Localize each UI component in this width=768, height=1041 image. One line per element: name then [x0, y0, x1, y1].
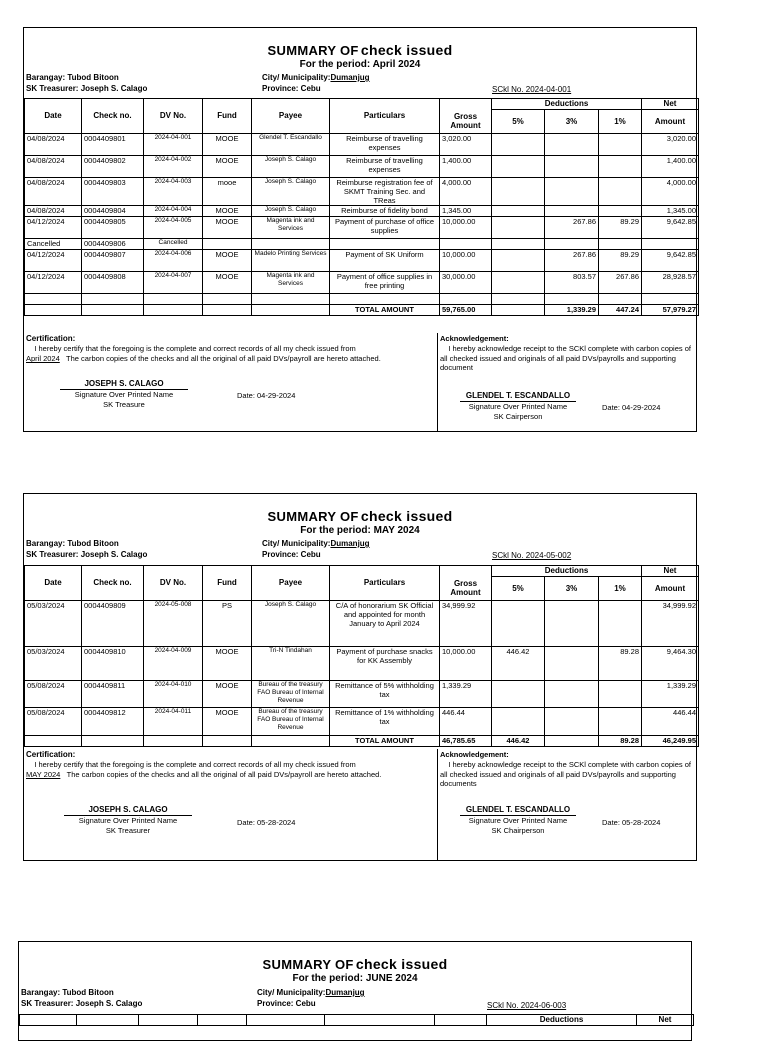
cell-particulars: Payment of purchase of office supplies [330, 217, 440, 239]
total-net: 46,249.95 [642, 736, 699, 747]
cell-1pct [599, 601, 642, 647]
cell-particulars: Payment of purchase snacks for KK Assembly [330, 647, 440, 681]
treasurer-date: Date: 04-29-2024 [237, 391, 296, 400]
total-3pct: 1,339.29 [545, 305, 599, 316]
sckl-number: SCkl No. 2024-05-002 [492, 551, 572, 560]
cell-3pct [545, 708, 599, 736]
cell-payee [252, 239, 330, 250]
table-row [25, 217, 699, 239]
cell-fund: mooe [203, 178, 252, 206]
col-deductions: Deductions [487, 1015, 637, 1026]
sheet-title: SUMMARY OF check issued [262, 956, 448, 972]
cell-1pct [599, 206, 642, 217]
cell-check-no: 0004409810 [82, 647, 144, 681]
cell-net: 9,642.85 [642, 217, 699, 239]
cell-payee: Magenta ink and Services [252, 272, 330, 294]
cell-check-no: 0004409809 [82, 601, 144, 647]
cell-check-no: 0004409801 [82, 134, 144, 156]
barangay-label: Barangay: Tubod Bitoon [26, 539, 119, 548]
cell-gross: 10,000.00 [440, 217, 492, 239]
col-net: Net [642, 99, 699, 110]
cell-date: 05/03/2024 [25, 647, 82, 681]
barangay-label: Barangay: Tubod Bitoon [26, 73, 119, 82]
cell-check-no: 0004409805 [82, 217, 144, 239]
table-row [25, 647, 699, 681]
checks-table [24, 565, 699, 747]
cell-check-no: 0004409812 [82, 708, 144, 736]
cell-payee [252, 294, 330, 305]
cell-1pct [599, 156, 642, 178]
cell-1pct: 89.28 [599, 647, 642, 681]
cell-3pct [545, 239, 599, 250]
cell-fund: MOOE [203, 681, 252, 708]
chair-date: Date: 05-28-2024 [602, 818, 661, 827]
cell-net: 3,020.00 [642, 134, 699, 156]
cell-3pct [545, 601, 599, 647]
cell-fund: MOOE [203, 206, 252, 217]
cell-1pct: 267.86 [599, 272, 642, 294]
cell-5pct [492, 178, 545, 206]
cell-date: 04/08/2024 [25, 134, 82, 156]
cell-dv-no [144, 294, 203, 305]
acknowledgement-block: Acknowledgement: I hereby acknowledge receipt to the SCKl complete with carbon copies of all checked issued and originals of all paid DVs/payrolls and supporting document [440, 334, 691, 373]
cell-dv-no: 2024-04-002 [144, 156, 203, 178]
col-particulars: Particulars [330, 566, 440, 601]
cell-3pct [545, 294, 599, 305]
col-5pct: 5% [492, 110, 545, 134]
city-label: City/ Municipality:Dumanjug [257, 988, 365, 997]
summary-sheet-june [18, 941, 692, 1041]
cell-5pct [492, 206, 545, 217]
chair-signature: GLENDEL T. ESCANDALLO Signature Over Printed Name SK Cairperson [460, 391, 576, 422]
divider [437, 333, 438, 432]
cell-particulars: Reimburse registration fee of SKMT Training Sec. and TReas [330, 178, 440, 206]
table-row [25, 156, 699, 178]
cell-fund: MOOE [203, 708, 252, 736]
period-label: For the period: April 2024 [299, 59, 421, 70]
sheet-title: SUMMARY OF check issued [267, 508, 453, 524]
cell-date: 04/12/2024 [25, 250, 82, 272]
cell-fund: MOOE [203, 250, 252, 272]
treasurer-label: SK Treasurer: Joseph S. Calago [21, 999, 143, 1008]
cell-check-no: 0004409804 [82, 206, 144, 217]
col-3pct: 3% [545, 110, 599, 134]
city-label: City/ Municipality:Dumanjug [262, 73, 370, 82]
cell-dv-no: 2024-04-010 [144, 681, 203, 708]
col-check: Check no. [82, 566, 144, 601]
cell-3pct [545, 134, 599, 156]
table-row [25, 681, 699, 708]
cell-net [642, 294, 699, 305]
cell-5pct [492, 708, 545, 736]
cell-dv-no: 2024-04-003 [144, 178, 203, 206]
cell-1pct: 89.29 [599, 250, 642, 272]
cell-fund: MOOE [203, 156, 252, 178]
cell-gross: 1,339.29 [440, 681, 492, 708]
cell-5pct [492, 250, 545, 272]
col-net: Net [642, 566, 699, 577]
cell-net: 28,928.57 [642, 272, 699, 294]
cell-payee: Madelo Printing Services [252, 250, 330, 272]
certification-block: Certification: I hereby certify that the foregoing is the complete and correct records of all my check issued from April 2024 The carbon copies of the checks and all the original of all paid DVs/payroll are hereto attached. [26, 334, 381, 364]
table-row [25, 239, 699, 250]
col-deductions: Deductions [492, 566, 642, 577]
cell-dv-no: 2024-04-004 [144, 206, 203, 217]
cell-gross [440, 294, 492, 305]
total-label: TOTAL AMOUNT [330, 305, 440, 316]
cell-dv-no: 2024-04-005 [144, 217, 203, 239]
table-row [25, 294, 699, 305]
cell-gross: 1,345.00 [440, 206, 492, 217]
cell-check-no: 0004409803 [82, 178, 144, 206]
cell-particulars: C/A of honorarium SK Official and appointed for month January to April 2024 [330, 601, 440, 647]
cell-dv-no: 2024-04-007 [144, 272, 203, 294]
cell-payee: Magenta ink and Services [252, 217, 330, 239]
cell-particulars [330, 294, 440, 305]
col-amount: Amount [642, 577, 699, 601]
total-gross: 59,765.00 [440, 305, 492, 316]
cell-check-no: 0004409807 [82, 250, 144, 272]
table-row [25, 178, 699, 206]
cell-check-no: 0004409811 [82, 681, 144, 708]
cell-gross: 3,020.00 [440, 134, 492, 156]
cell-date: 04/12/2024 [25, 272, 82, 294]
cell-net: 1,400.00 [642, 156, 699, 178]
cell-gross [440, 239, 492, 250]
cell-fund: MOOE [203, 217, 252, 239]
cell-5pct [492, 294, 545, 305]
cell-gross: 4,000.00 [440, 178, 492, 206]
city-label: City/ Municipality:Dumanjug [262, 539, 370, 548]
cell-3pct: 267.86 [545, 217, 599, 239]
cell-net: 1,339.29 [642, 681, 699, 708]
cell-check-no: 0004409808 [82, 272, 144, 294]
cell-particulars [330, 239, 440, 250]
cell-date: 04/12/2024 [25, 217, 82, 239]
total-5pct [492, 305, 545, 316]
table-row [25, 708, 699, 736]
cell-3pct: 803.57 [545, 272, 599, 294]
cell-dv-no: 2024-04-011 [144, 708, 203, 736]
sheet-title: SUMMARY OF check issued [267, 42, 453, 58]
sckl-number: SCkl No. 2024-04-001 [492, 85, 572, 94]
cell-5pct [492, 239, 545, 250]
cell-5pct [492, 272, 545, 294]
treasurer-signature: JOSEPH S. CALAGO Signature Over Printed Name SK Treasure [60, 379, 188, 410]
treasurer-label: SK Treasurer: Joseph S. Calago [26, 84, 148, 93]
cell-particulars: Payment of SK Uniform [330, 250, 440, 272]
col-payee: Payee [252, 566, 330, 601]
cell-dv-no: 2024-04-001 [144, 134, 203, 156]
table-row [25, 250, 699, 272]
cell-1pct [599, 134, 642, 156]
cell-5pct: 446.42 [492, 647, 545, 681]
cell-date: 04/08/2024 [25, 156, 82, 178]
chair-signature: GLENDEL T. ESCANDALLO Signature Over Printed Name SK Chairperson [460, 805, 576, 836]
cell-1pct [599, 708, 642, 736]
province-label: Province: Cebu [262, 550, 321, 559]
cell-date: 04/08/2024 [25, 206, 82, 217]
cell-fund [203, 294, 252, 305]
cell-1pct: 89.29 [599, 217, 642, 239]
cell-gross: 10,000.00 [440, 250, 492, 272]
cell-payee: Joseph S. Calago [252, 601, 330, 647]
cell-3pct [545, 156, 599, 178]
cell-1pct [599, 239, 642, 250]
cell-particulars: Reimburse of travelling expenses [330, 134, 440, 156]
cell-dv-no: 2024-04-009 [144, 647, 203, 681]
col-particulars: Particulars [330, 99, 440, 134]
cell-gross: 446.44 [440, 708, 492, 736]
col-dv: DV No. [144, 566, 203, 601]
cell-5pct [492, 601, 545, 647]
col-deductions: Deductions [492, 99, 642, 110]
cell-payee: Joseph S. Calago [252, 178, 330, 206]
cell-payee: Tri-N Tindahan [252, 647, 330, 681]
cell-particulars: Reimburse of travelling expenses [330, 156, 440, 178]
cell-5pct [492, 156, 545, 178]
total-row [25, 305, 699, 316]
col-date: Date [25, 566, 82, 601]
col-5pct: 5% [492, 577, 545, 601]
cell-particulars: Remittance of 1% withholding tax [330, 708, 440, 736]
col-1pct: 1% [599, 577, 642, 601]
acknowledgement-block: Acknowledgement: I hereby acknowledge receipt to the SCKl complete with carbon copies of all checked issued and originals of all paid DVs/payrolls and supporting documents [440, 750, 691, 789]
col-1pct: 1% [599, 110, 642, 134]
cell-3pct [545, 206, 599, 217]
checks-table [24, 98, 699, 316]
col-fund: Fund [203, 99, 252, 134]
total-label: TOTAL AMOUNT [330, 736, 440, 747]
cell-gross: 34,999.92 [440, 601, 492, 647]
cell-3pct: 267.86 [545, 250, 599, 272]
cell-fund: MOOE [203, 272, 252, 294]
col-gross: Gross Amount [440, 110, 492, 134]
table-row [25, 206, 699, 217]
cell-particulars: Remittance of 5% withholding tax [330, 681, 440, 708]
cell-net: 9,464.30 [642, 647, 699, 681]
province-label: Province: Cebu [262, 84, 321, 93]
cell-gross: 1,400.00 [440, 156, 492, 178]
col-dv: DV No. [144, 99, 203, 134]
treasurer-label: SK Treasurer: Joseph S. Calago [26, 550, 148, 559]
cell-net: 9,642.85 [642, 250, 699, 272]
col-payee: Payee [252, 99, 330, 134]
col-date: Date [25, 99, 82, 134]
cell-particulars: Payment of office supplies in free printing [330, 272, 440, 294]
cell-3pct [545, 647, 599, 681]
cell-5pct [492, 681, 545, 708]
total-1pct: 89.28 [599, 736, 642, 747]
cell-check-no: 0004409802 [82, 156, 144, 178]
cell-net: 4,000.00 [642, 178, 699, 206]
col-gross: Gross Amount [440, 577, 492, 601]
cell-1pct [599, 681, 642, 708]
cell-payee: Joseph S. Calago [252, 206, 330, 217]
cell-check-no [82, 294, 144, 305]
period-label: For the period: JUNE 2024 [292, 973, 418, 984]
cell-date [25, 294, 82, 305]
cell-fund: MOOE [203, 647, 252, 681]
cell-date: 04/08/2024 [25, 178, 82, 206]
cell-5pct [492, 217, 545, 239]
cell-particulars: Reimburse of fidelity bond [330, 206, 440, 217]
cell-fund: MOOE [203, 134, 252, 156]
treasurer-date: Date: 05-28-2024 [237, 818, 296, 827]
cell-date: 05/08/2024 [25, 708, 82, 736]
divider [437, 749, 438, 861]
chair-date: Date: 04-29-2024 [602, 403, 661, 412]
cell-net: 446.44 [642, 708, 699, 736]
cell-payee: Glendel T. Escandallo [252, 134, 330, 156]
cell-fund: PS [203, 601, 252, 647]
cell-3pct [545, 178, 599, 206]
cell-fund [203, 239, 252, 250]
cell-date: 05/08/2024 [25, 681, 82, 708]
cell-date: Cancelled [25, 239, 82, 250]
province-label: Province: Cebu [257, 999, 316, 1008]
cell-gross: 10,000.00 [440, 647, 492, 681]
cell-5pct [492, 134, 545, 156]
cell-dv-no: 2024-05-008 [144, 601, 203, 647]
sckl-number: SCkl No. 2024-06-003 [487, 1001, 567, 1010]
barangay-label: Barangay: Tubod Bitoon [21, 988, 114, 997]
col-amount: Amount [642, 110, 699, 134]
certification-block: Certification: I hereby certify that the foregoing is the complete and correct records of all my check issued from MAY 2024 The carbon copies of the checks and all the original of all paid DVs/payroll are hereto attached. [26, 750, 382, 780]
total-1pct: 447.24 [599, 305, 642, 316]
cell-date: 05/03/2024 [25, 601, 82, 647]
cell-payee: Bureau of the treasury FAO Bureau of Internal Revenue [252, 681, 330, 708]
total-gross: 46,785.65 [440, 736, 492, 747]
total-5pct: 446.42 [492, 736, 545, 747]
summary-sheet-may [23, 493, 697, 861]
table-row [25, 134, 699, 156]
cell-1pct [599, 294, 642, 305]
cell-dv-no: Cancelled [144, 239, 203, 250]
cell-check-no: 0004409806 [82, 239, 144, 250]
cell-3pct [545, 681, 599, 708]
col-check: Check no. [82, 99, 144, 134]
period-label: For the period: MAY 2024 [300, 525, 420, 536]
checks-table [19, 1014, 694, 1026]
cell-1pct [599, 178, 642, 206]
treasurer-signature: JOSEPH S. CALAGO Signature Over Printed Name SK Treasurer [64, 805, 192, 836]
total-net: 57,979.27 [642, 305, 699, 316]
table-row [25, 601, 699, 647]
cell-net: 34,999.92 [642, 601, 699, 647]
cell-gross: 30,000.00 [440, 272, 492, 294]
total-row [25, 736, 699, 747]
cell-net [642, 239, 699, 250]
cell-payee: Joseph S. Calago [252, 156, 330, 178]
cell-net: 1,345.00 [642, 206, 699, 217]
cell-payee: Bureau of the treasury FAO Bureau of Internal Revenue [252, 708, 330, 736]
table-row [25, 272, 699, 294]
total-3pct [545, 736, 599, 747]
col-fund: Fund [203, 566, 252, 601]
summary-sheet-april [23, 27, 697, 432]
cell-dv-no: 2024-04-006 [144, 250, 203, 272]
col-net: Net [637, 1015, 694, 1026]
col-3pct: 3% [545, 577, 599, 601]
